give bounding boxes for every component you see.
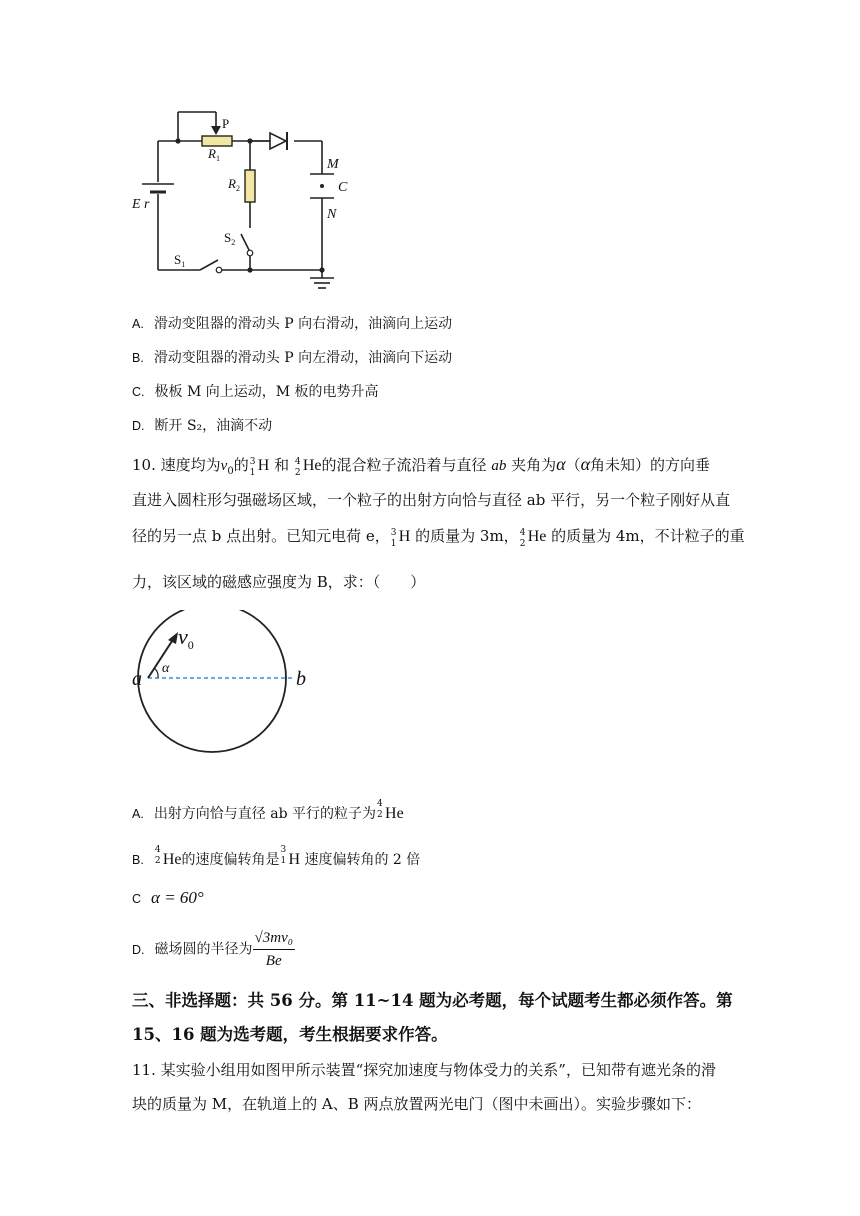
svg-text:S2: $S_2$ <box>224 230 236 247</box>
magnetic-field-circle-diagram <box>128 610 328 760</box>
svg-text:R2: $R_2$ <box>228 176 240 193</box>
svg-text:v0: $v_0$ <box>178 624 194 652</box>
angle-alpha-label: α <box>162 661 170 676</box>
q10-option-d: D. 磁场圆的半径为 $\frac{\text{√3mv₀}}{Be}$ <box>132 930 293 969</box>
label-n: N <box>327 207 337 222</box>
point-a-label: a <box>132 668 142 690</box>
label-s2: S <box>224 230 232 245</box>
q10-line-1: 10. 速度均为$v_0$的 3 1 H 和 4 2 He的混合粒子流沿着与直径 ab 夹角为α（α角未知）的方向垂 <box>132 454 711 478</box>
point-b-label: b <box>296 668 306 690</box>
section-3-heading-line-1: 三、非选择题：共 56 分。第 11~14 题为必考题，每个试题考生都必须作答。第 <box>132 991 733 1010</box>
q9-option-c: C. 极板 M 向上运动，M 板的电势升高 <box>132 384 379 400</box>
label-c: C <box>338 180 348 195</box>
q10-option-a: A. 出射方向恰与直径 ab 平行的粒子为 4 2 He <box>132 799 404 822</box>
q9-option-a: A. 滑动变阻器的滑动头 P 向右滑动，油滴向上运动 <box>132 316 453 332</box>
label-er: E r <box>132 197 150 212</box>
label-p: P <box>222 116 230 131</box>
q11-line-2: 块的质量为 M，在轨道上的 A、B 两点放置两光电门（图中未画出）。实验步骤如下： <box>132 1095 702 1113</box>
q10-line-2: 直进入圆柱形匀强磁场区域，一个粒子的出射方向恰与直径 ab 平行，另一个粒子刚好从直 <box>132 491 731 509</box>
label-r2: R <box>228 176 236 191</box>
label-m: M <box>327 157 339 172</box>
q11-line-1: 11. 某实验小组用如图甲所示装置“探究加速度与物体受力的关系”，已知带有遮光条的滑 <box>132 1061 716 1079</box>
radius-fraction: $\frac{\text{√3mv₀}}{Be}$ <box>254 930 293 969</box>
q9-option-d: D. 断开 S₂，油滴不动 <box>132 418 273 434</box>
section-3-heading-line-2: 15、16 题为选考题，考生根据要求作答。 <box>132 1025 448 1044</box>
q10-line-4: 力，该区域的磁感应强度为 B，求：（ ） <box>132 573 426 591</box>
velocity-label: v <box>178 624 188 649</box>
q10-option-b: B. 4 2 He的速度偏转角是 3 1 H 速度偏转角的 2 倍 <box>132 845 421 868</box>
label-r1: R <box>208 146 216 161</box>
q9-option-b: B. 滑动变阻器的滑动头 P 向左滑动，油滴向下运动 <box>132 350 453 366</box>
label-s1: S <box>174 252 182 267</box>
circuit-diagram <box>120 100 380 310</box>
svg-text:S1: $S_1$ <box>174 252 186 269</box>
q10-option-c: C α = 60° <box>132 888 204 907</box>
q10-line-3: 径的另一点 b 点出射。已知元电荷 e， 3 1 H 的质量为 3m， 4 2 He 的质量为 4m，不计粒子的重 <box>132 527 745 549</box>
svg-text:R1: $R_1$ <box>208 146 220 163</box>
